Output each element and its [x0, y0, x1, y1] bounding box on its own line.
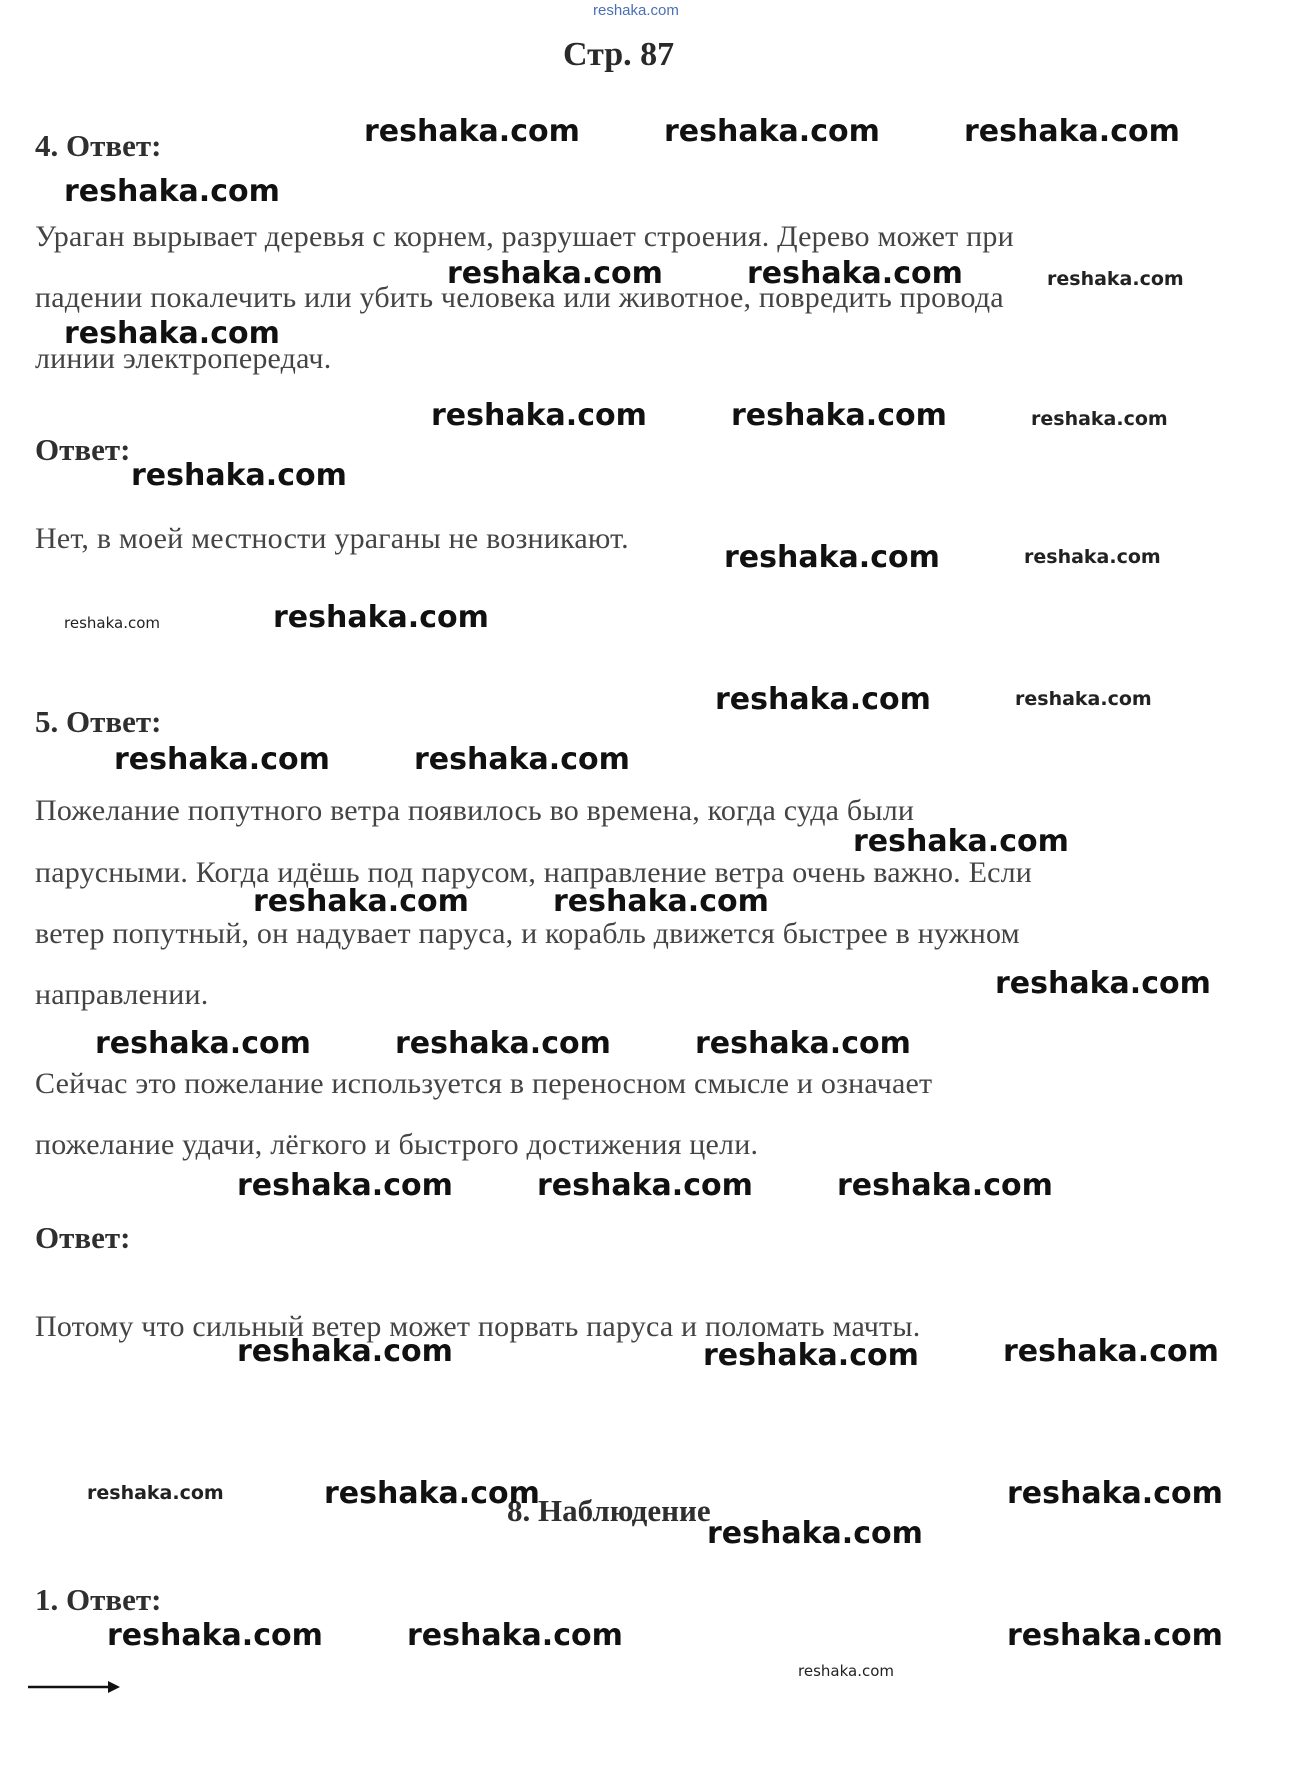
- watermark: reshaka.com: [237, 1334, 453, 1369]
- question-4-heading: 4. Ответ:: [35, 128, 162, 163]
- watermark: reshaka.com: [853, 824, 1069, 859]
- watermark: reshaka.com: [131, 458, 347, 493]
- watermark: reshaka.com: [747, 256, 963, 291]
- watermark: reshaka.com: [237, 1168, 453, 1203]
- watermark: reshaka.com: [447, 256, 663, 291]
- q4-paragraph-line-3: линии электропередач.: [35, 342, 332, 375]
- watermark: reshaka.com: [707, 1516, 923, 1551]
- watermark: reshaka.com: [837, 1168, 1053, 1203]
- watermark: reshaka.com: [64, 316, 280, 351]
- q5-paragraph-1-line-3: ветер попутный, он надувает паруса, и корабль движется быстрее в нужном: [35, 917, 1020, 950]
- watermark: reshaka.com: [724, 540, 940, 575]
- q5-paragraph-1-line-4: направлении.: [35, 978, 209, 1011]
- watermark: reshaka.com: [87, 1482, 224, 1504]
- watermark: reshaka.com: [273, 600, 489, 635]
- q5-answer-2-text: Потому что сильный ветер может порвать паруса и поломать мачты.: [35, 1310, 921, 1343]
- watermark: reshaka.com: [964, 114, 1180, 149]
- watermark: reshaka.com: [1015, 688, 1152, 710]
- watermark: reshaka.com: [715, 682, 931, 717]
- watermark: reshaka.com: [1007, 1476, 1223, 1511]
- watermark: reshaka.com: [407, 1618, 623, 1653]
- site-link[interactable]: reshaka.com: [593, 2, 679, 19]
- question-1-heading: 1. Ответ:: [35, 1582, 162, 1617]
- watermark: reshaka.com: [64, 174, 280, 209]
- q4-answer-2-heading: Ответ:: [35, 432, 131, 467]
- watermark: reshaka.com: [64, 614, 160, 632]
- q4-paragraph-line-2: падении покалечить или убить человека или животное, повредить провода: [35, 281, 1004, 314]
- watermark: reshaka.com: [1007, 1618, 1223, 1653]
- q5-paragraph-2-line-1: Сейчас это пожелание используется в переносном смысле и означает: [35, 1067, 933, 1100]
- watermark: reshaka.com: [664, 114, 880, 149]
- watermark: reshaka.com: [537, 1168, 753, 1203]
- question-5-heading: 5. Ответ:: [35, 704, 162, 739]
- q5-answer-2-heading: Ответ:: [35, 1220, 131, 1255]
- watermark: reshaka.com: [395, 1026, 611, 1061]
- q5-paragraph-2-line-2: пожелание удачи, лёгкого и быстрого достижения цели.: [35, 1128, 759, 1161]
- watermark: reshaka.com: [1047, 268, 1184, 290]
- q5-paragraph-1-line-2: парусными. Когда идёшь под парусом, направление ветра очень важно. Если: [35, 856, 1033, 889]
- watermark: reshaka.com: [324, 1476, 540, 1511]
- watermark: reshaka.com: [364, 114, 580, 149]
- watermark: reshaka.com: [695, 1026, 911, 1061]
- page-title: Стр. 87: [563, 36, 675, 73]
- watermark: reshaka.com: [253, 884, 469, 919]
- watermark: reshaka.com: [995, 966, 1211, 1001]
- watermark: reshaka.com: [1003, 1334, 1219, 1369]
- watermark: reshaka.com: [703, 1338, 919, 1373]
- watermark: reshaka.com: [731, 398, 947, 433]
- watermark: reshaka.com: [1024, 546, 1161, 568]
- watermark: reshaka.com: [798, 1662, 894, 1680]
- section-8-title: 8. Наблюдение: [507, 1493, 711, 1528]
- watermark: reshaka.com: [1031, 408, 1168, 430]
- watermark: reshaka.com: [114, 742, 330, 777]
- watermark: reshaka.com: [107, 1618, 323, 1653]
- q5-paragraph-1-line-1: Пожелание попутного ветра появилось во времена, когда суда были: [35, 794, 915, 827]
- watermark: reshaka.com: [431, 398, 647, 433]
- watermark: reshaka.com: [553, 884, 769, 919]
- watermark: reshaka.com: [414, 742, 630, 777]
- watermark: reshaka.com: [95, 1026, 311, 1061]
- q4-paragraph-line-1: Ураган вырывает деревья с корнем, разрушает строения. Дерево может при: [35, 220, 1014, 253]
- right-arrow-icon: [28, 1680, 120, 1694]
- q4-answer-2-text: Нет, в моей местности ураганы не возникают.: [35, 522, 629, 555]
